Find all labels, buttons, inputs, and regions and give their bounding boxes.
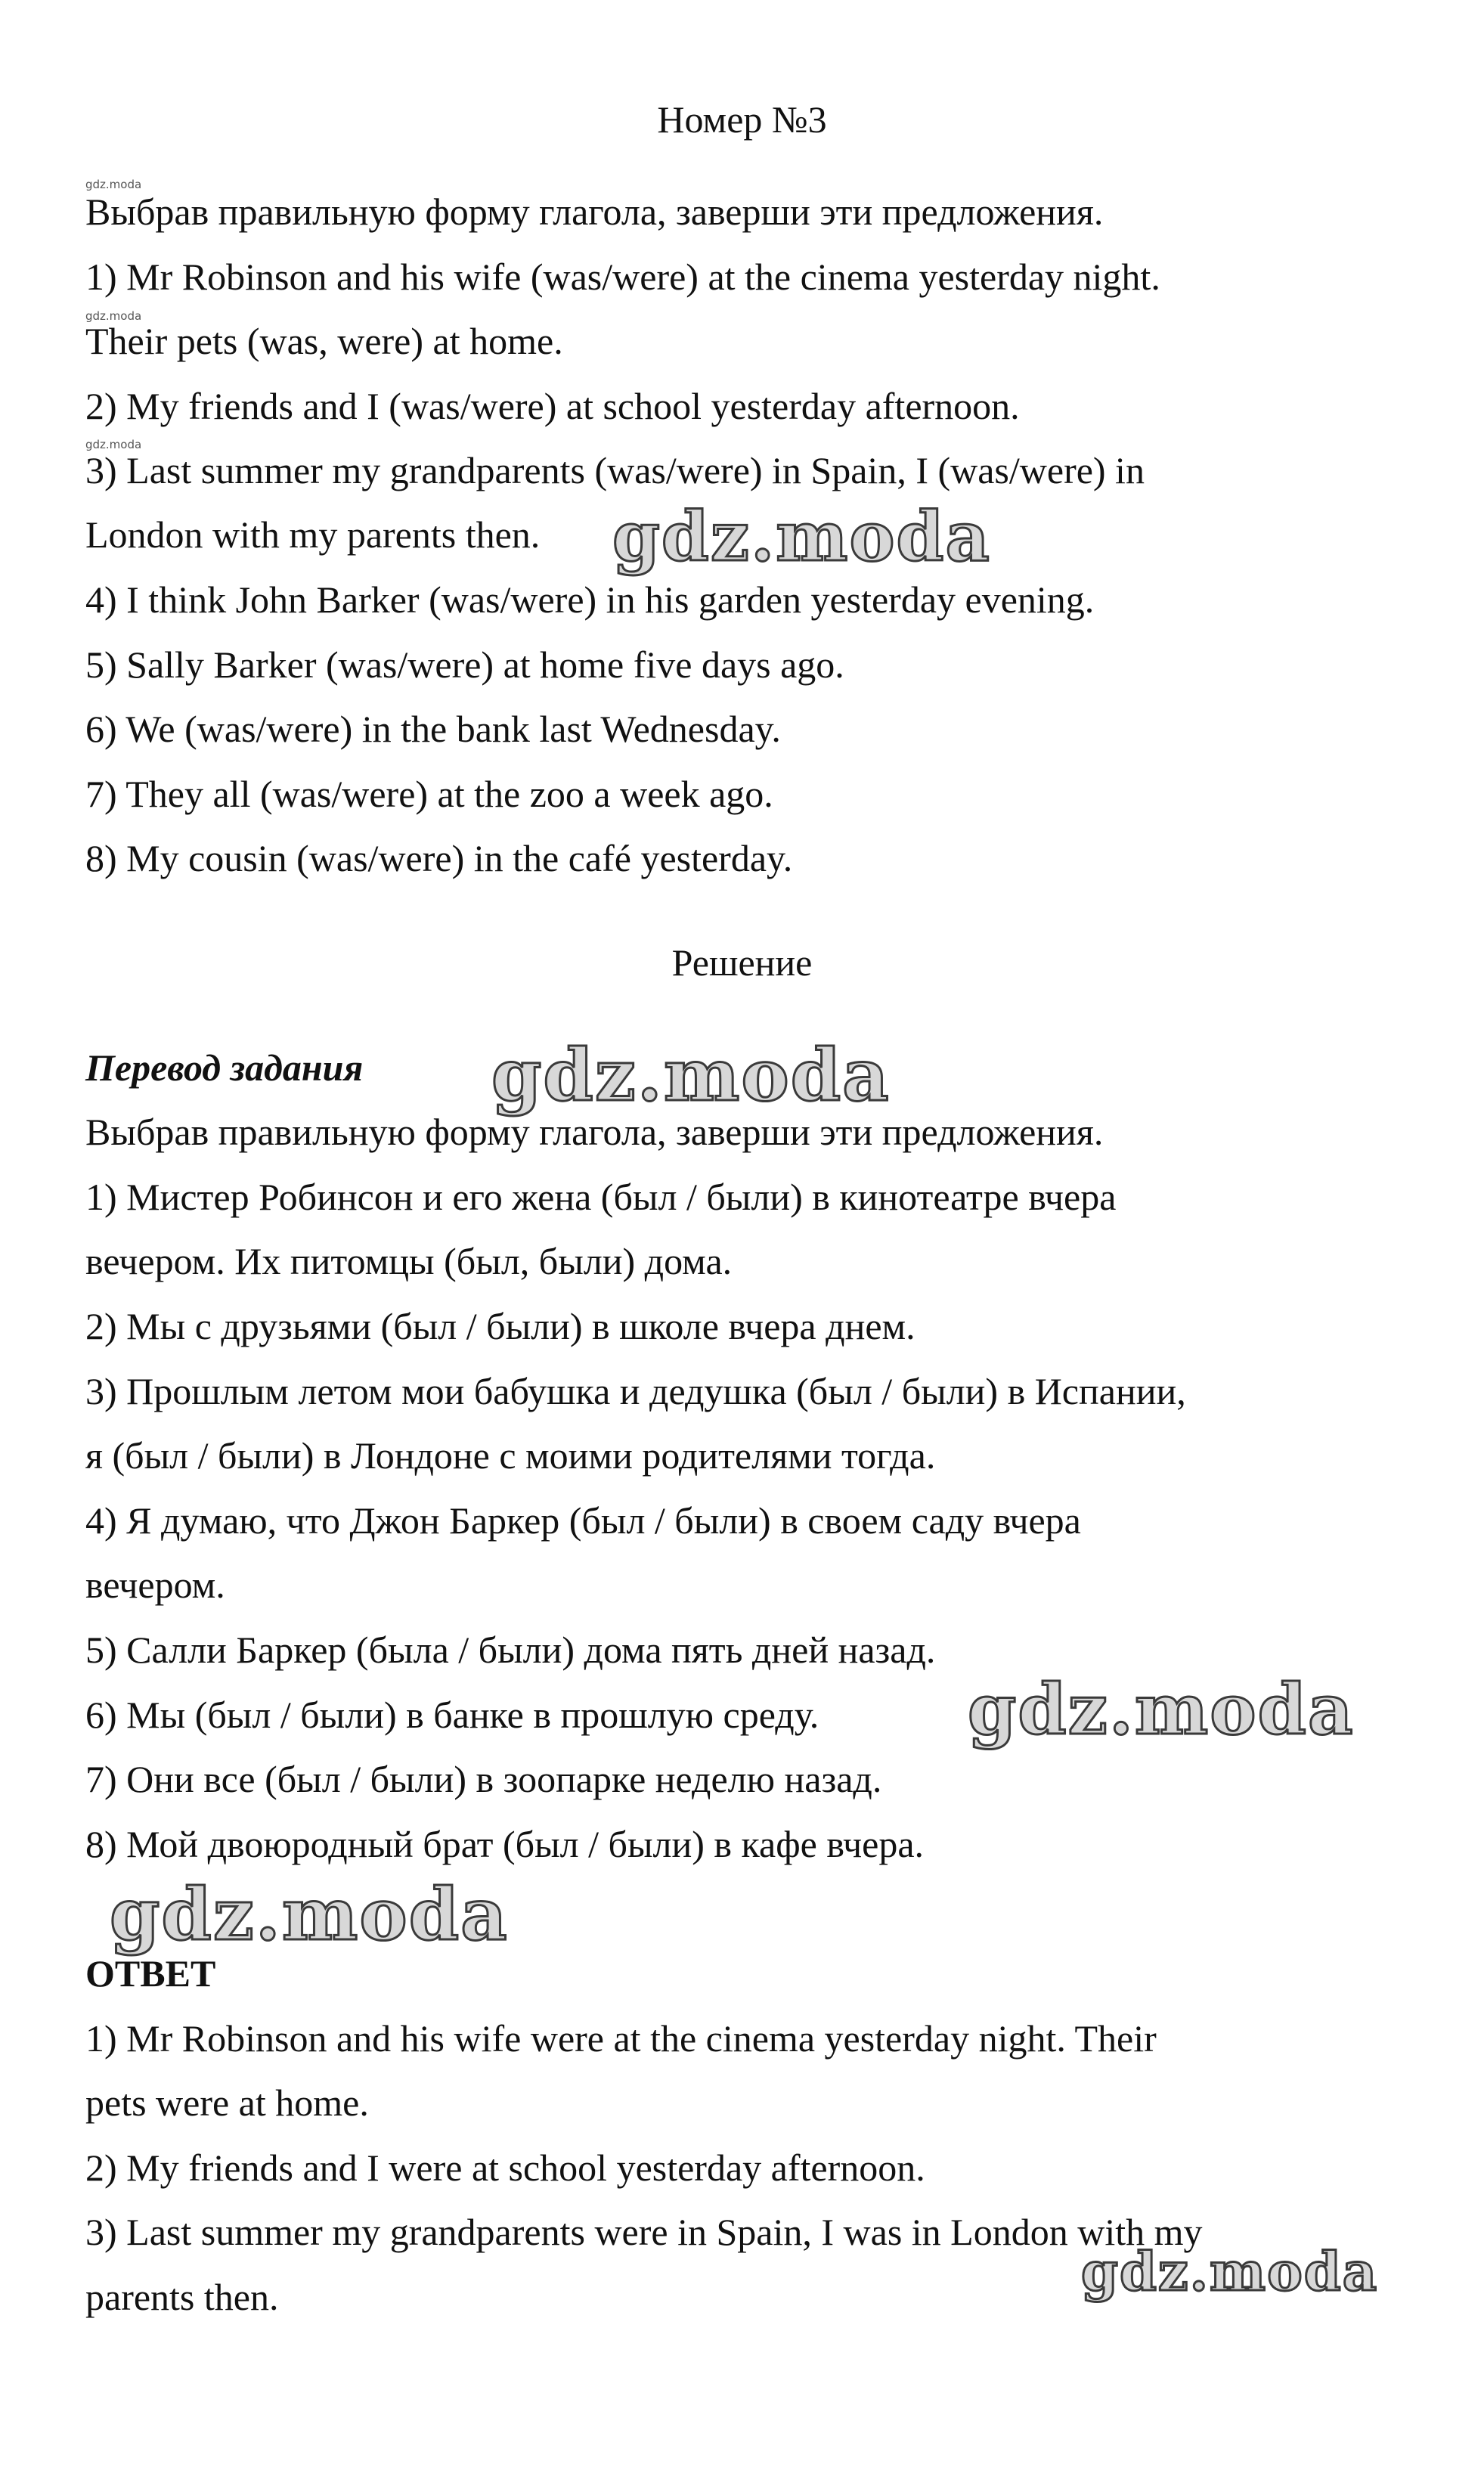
translation-line-10: 7) Они все (был / были) в зоопарке неделю назад. xyxy=(85,1758,882,1800)
page-title: Номер №3 xyxy=(657,98,827,141)
task-line-8: 6) We (was/were) in the bank last Wednesday. xyxy=(85,708,781,750)
task-line-1: 1) Mr Robinson and his wife (was/were) at the cinema yesterday night. xyxy=(85,256,1160,298)
task-line-9: 7) They all (was/were) at the zoo a week ago. xyxy=(85,773,773,815)
translation-instruction: Выбрав правильную форму глагола, заверши эти предложения. xyxy=(85,1111,1104,1153)
translation-line-1: 1) Мистер Робинсон и его жена (был / были) в кинотеатре вчера xyxy=(85,1176,1117,1218)
translation-line-9: 6) Мы (был / были) в банке в прошлую среду. xyxy=(85,1694,819,1736)
watermark-small-2: gdz.moda xyxy=(85,309,142,323)
watermark-large-5: gdz.moda xyxy=(1081,2240,1379,2303)
task-line-10: 8) My cousin (was/were) in the café yesterday. xyxy=(85,837,793,879)
watermark-small-1: gdz.moda xyxy=(85,178,142,191)
answer-heading: ОТВЕТ xyxy=(85,1952,216,1995)
answer-line-3: 2) My friends and I were at school yesterday afternoon. xyxy=(85,2146,925,2189)
task-line-6: 4) I think John Barker (was/were) in his garden yesterday evening. xyxy=(85,578,1095,621)
translation-line-8: 5) Салли Баркер (была / были) дома пять дней назад. xyxy=(85,1629,936,1671)
watermark-large-1: gdz.moda xyxy=(612,497,991,577)
task-line-4: 3) Last summer my grandparents (was/were) in Spain, I (was/were) in xyxy=(85,449,1145,491)
watermark-large-3: gdz.moda xyxy=(968,1669,1355,1750)
translation-line-7: вечером. xyxy=(85,1564,225,1606)
translation-line-2: вечером. Их питомцы (был, были) дома. xyxy=(85,1240,733,1282)
translation-line-11: 8) Мой двоюродный брат (был / были) в кафе вчера. xyxy=(85,1823,925,1865)
task-line-3: 2) My friends and I (was/were) at school yesterday afternoon. xyxy=(85,385,1020,427)
answer-line-2: pets were at home. xyxy=(85,2081,369,2124)
watermark-small-3: gdz.moda xyxy=(85,438,142,451)
task-line-2: Their pets (was, were) at home. xyxy=(85,320,563,362)
translation-line-6: 4) Я думаю, что Джон Баркер (был / были) в своем саду вчера xyxy=(85,1499,1081,1542)
translation-heading: Перевод задания xyxy=(85,1046,364,1089)
translation-line-3: 2) Мы с друзьями (был / были) в школе вчера днем. xyxy=(85,1305,915,1347)
translation-line-4: 3) Прошлым летом мои бабушка и дедушка (был / были) в Испании, xyxy=(85,1370,1186,1412)
answer-line-1: 1) Mr Robinson and his wife were at the cinema yesterday night. Their xyxy=(85,2017,1157,2060)
task-line-7: 5) Sally Barker (was/were) at home five days ago. xyxy=(85,643,844,686)
task-instruction: Выбрав правильную форму глагола, заверши эти предложения. xyxy=(85,191,1104,233)
answer-line-4: 3) Last summer my grandparents were in Spain, I was in London with my xyxy=(85,2211,1203,2253)
answer-line-5: parents then. xyxy=(85,2276,279,2318)
watermark-large-2: gdz.moda xyxy=(491,1034,891,1117)
watermark-large-4: gdz.moda xyxy=(110,1873,509,1957)
translation-line-5: я (был / были) в Лондоне с моими родителями тогда. xyxy=(85,1434,936,1477)
solution-heading: Решение xyxy=(671,941,813,984)
task-line-5: London with my parents then. xyxy=(85,513,541,556)
